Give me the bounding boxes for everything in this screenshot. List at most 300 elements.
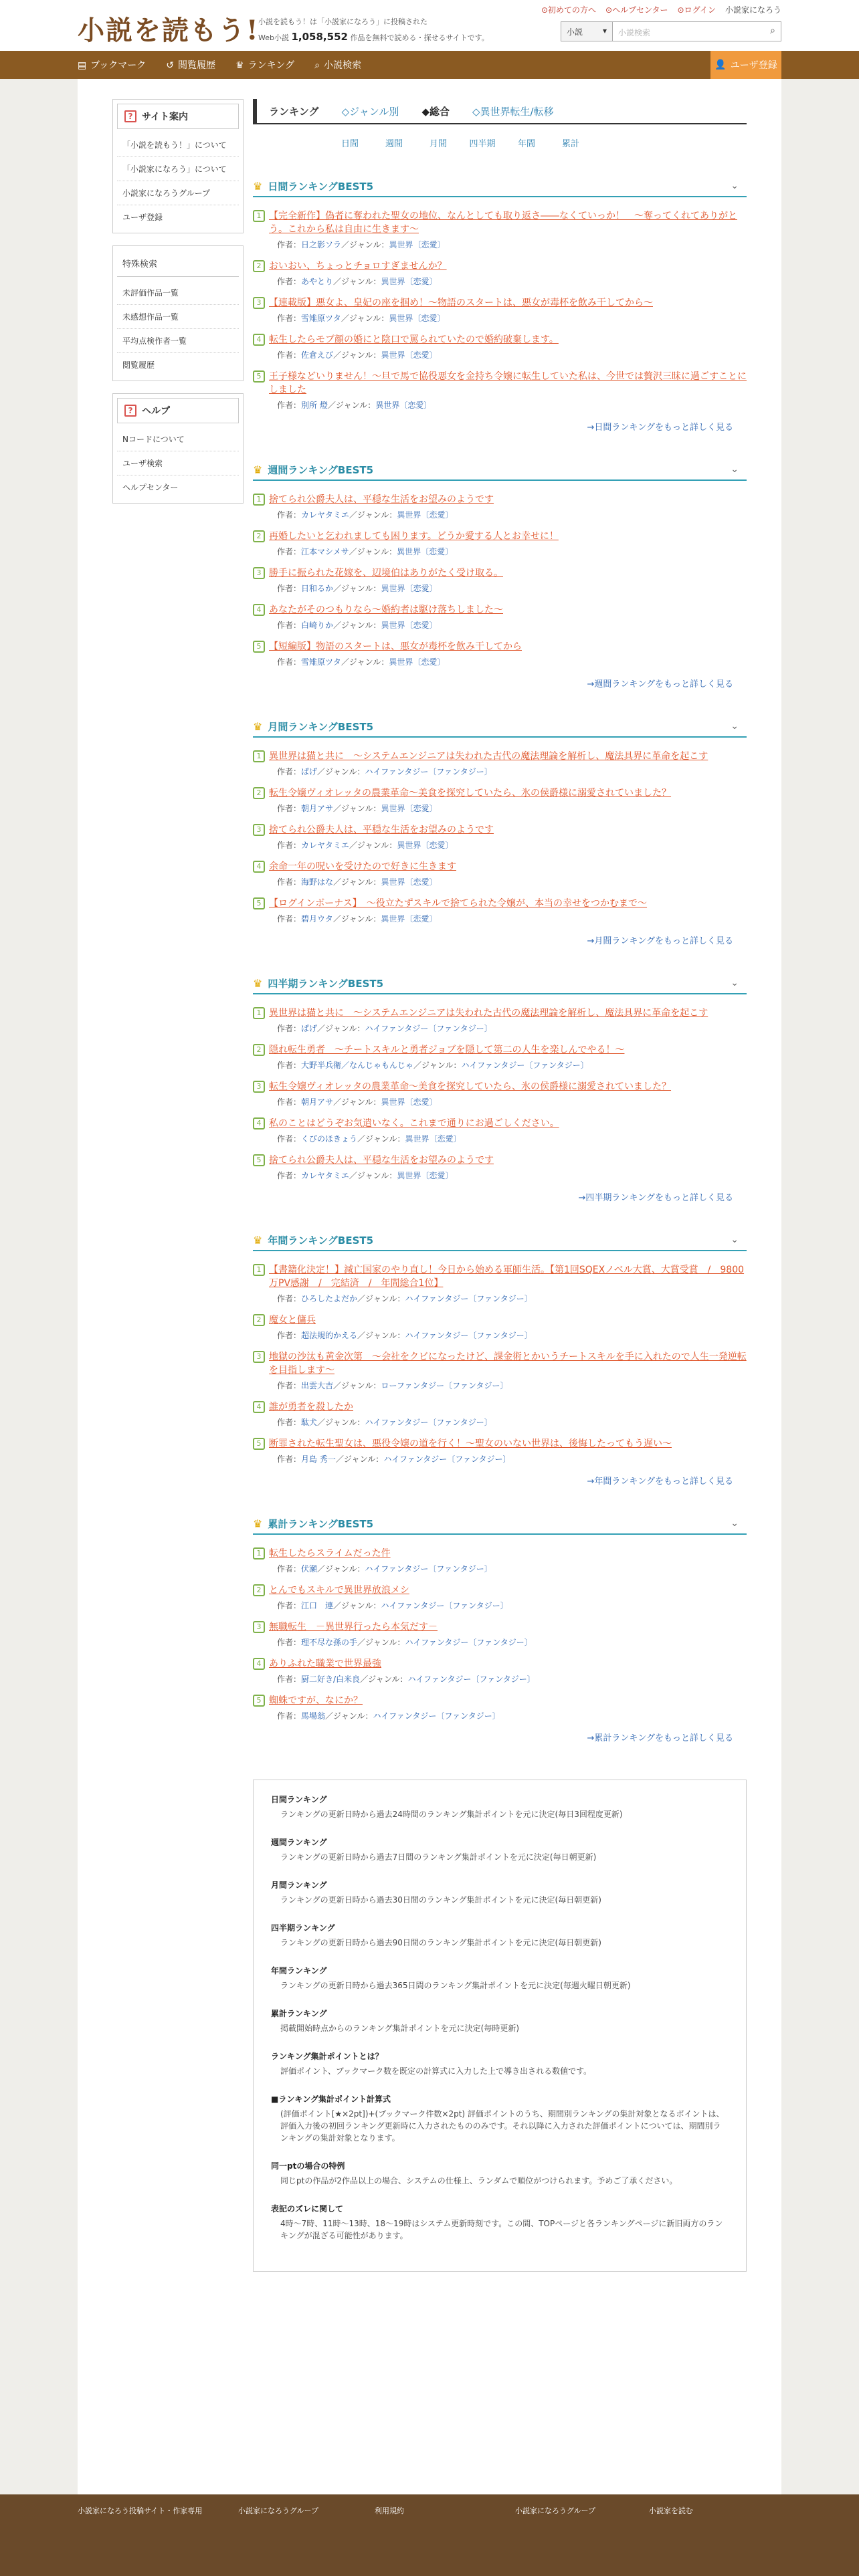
ranking-item: [253, 259, 747, 287]
genre-link[interactable]: ハイファンタジー〔ファンタジー〕: [405, 1294, 533, 1303]
author-link[interactable]: カレヤタミエ: [301, 1171, 349, 1180]
rank-badge: 3: [253, 1081, 265, 1093]
footer-link[interactable]: 小説家になろうグループ: [515, 2506, 596, 2515]
work-meta: [253, 1710, 747, 1721]
search-input[interactable]: 小説検索 ⌕: [613, 21, 781, 41]
genre-link[interactable]: ハイファンタジー〔ファンタジー〕: [383, 1455, 511, 1464]
author-link[interactable]: 理不尽な孫の手: [301, 1638, 358, 1647]
work-title-link[interactable]: 5 王子様などいりません！～旦で馬で協役悪女を金持ち令嬢に転生していた私は、今世では贅沢三昧に過ごすことにしました: [253, 370, 747, 397]
work-title-link[interactable]: 2 とんでもスキルで異世界放浪メシ: [253, 1584, 747, 1597]
tab-quarterly[interactable]: 四半期: [469, 139, 496, 149]
work-title-link[interactable]: 1 異世界は猫と共に ～システムエンジニアは失われた古代の魔法理論を解析し、魔法具界に革命を起こす: [253, 1006, 747, 1020]
genre-link[interactable]: 異世界〔恋愛〕: [405, 1134, 462, 1144]
author-link[interactable]: 雪雉原ツタ: [301, 657, 341, 667]
work-meta: [253, 619, 747, 631]
more-link[interactable]: →日間ランキングをもっと詳しく見る: [587, 423, 733, 433]
author-link[interactable]: 江口 連: [301, 1601, 334, 1610]
rank-badge: 5: [253, 1438, 265, 1450]
ranking-tabs: [253, 99, 747, 124]
author-label: 作者：: [277, 1675, 302, 1684]
rank-badge: 4: [253, 1117, 265, 1130]
author-link[interactable]: 雪雉原ツタ: [301, 314, 341, 323]
rank-badge: 2: [253, 1044, 265, 1056]
work-meta: [253, 349, 747, 360]
work-title-link[interactable]: 3 捨てられ公爵夫人は、平穏な生活をお望みのようです: [253, 823, 747, 837]
genre-link[interactable]: 異世界〔恋愛〕: [381, 804, 438, 813]
chevron-down-icon: ▾: [602, 26, 607, 35]
author-link[interactable]: 伏瀬: [301, 1564, 318, 1574]
author-label: 作者：: [277, 240, 302, 249]
genre-link[interactable]: ハイファンタジー〔ファンタジー〕: [381, 1601, 508, 1610]
chevron-down-icon[interactable]: ⌄: [731, 721, 739, 732]
rank-badge: 1: [253, 1007, 265, 1019]
work-title-link[interactable]: 2 魔女と傭兵: [253, 1313, 747, 1327]
author-label: 作者：: [277, 350, 302, 360]
chevron-down-icon[interactable]: ⌄: [731, 181, 739, 191]
work-title-link[interactable]: 2 転生令嬢ヴィオレッタの農業革命～美食を探究していたら、氷の侯爵様に溺愛されていました？: [253, 786, 747, 800]
work-count: 1,058,552: [291, 31, 348, 43]
genre-link[interactable]: 異世界〔恋愛〕: [389, 314, 446, 323]
info-block: [271, 2050, 729, 2077]
genre-link[interactable]: 異世界〔恋愛〕: [375, 401, 432, 410]
rank-badge: 1: [253, 750, 265, 762]
author-link[interactable]: 馬場翁: [301, 1711, 326, 1721]
crown-icon: ♛: [253, 720, 263, 733]
work-title-link[interactable]: 5 断罪された転生聖女は、悪役令嬢の道を行く！～聖女のいない世界は、後悔したってもう遅い～: [253, 1437, 747, 1451]
nav-history[interactable]: ↺ 閲覧履歴: [166, 60, 215, 71]
author-label: 作者：: [277, 1061, 302, 1070]
genre-link[interactable]: 異世界〔恋愛〕: [381, 277, 438, 286]
genre-link[interactable]: 異世界〔恋愛〕: [381, 584, 438, 593]
section-title: 年間ランキングBEST5: [268, 1234, 374, 1247]
crown-icon: ♛: [253, 976, 263, 990]
work-meta: [253, 1059, 747, 1071]
rank-badge: 4: [253, 1401, 265, 1413]
author-label: 作者：: [277, 1171, 302, 1180]
info-heading: 年間ランキング: [271, 1966, 327, 1975]
work-title-link[interactable]: 5 【ログインボーナス】 ～役立たずスキルで捨てられた令嬢が、本当の幸せをつかむまで～: [253, 897, 747, 910]
work-title-link[interactable]: 2 隠れ転生勇者 ～チートスキルと勇者ジョブを隠して第二の人生を楽しんでやる！～: [253, 1043, 747, 1057]
section-title: 週間ランキングBEST5: [268, 463, 374, 476]
genre-link[interactable]: 異世界〔恋愛〕: [381, 1097, 438, 1107]
question-icon: ?: [124, 110, 136, 122]
sidebar-item[interactable]: 平均点検作者一覧: [117, 329, 239, 353]
ranking-item: [253, 860, 747, 887]
rank-badge: 5: [253, 370, 265, 383]
author-label: 作者：: [277, 877, 302, 887]
ranking-section: [253, 176, 747, 433]
info-text: 評価ポイント、ブックマーク数を既定の計算式に入力した上で導き出される数値です。: [280, 2066, 592, 2076]
ranking-section-header[interactable]: [253, 716, 747, 738]
ranking-item: [253, 1263, 747, 1304]
author-link[interactable]: 江本マシメサ: [301, 547, 349, 556]
ranking-section: [253, 1230, 747, 1487]
info-heading: 月間ランキング: [271, 1881, 327, 1890]
site-header: [0, 0, 859, 51]
info-heading: 日間ランキング: [271, 1795, 327, 1804]
author-label: 作者：: [277, 547, 302, 556]
footer-link[interactable]: 利用規約: [375, 2506, 404, 2515]
genre-link[interactable]: 異世界〔恋愛〕: [389, 240, 446, 249]
work-title-link[interactable]: 4 転生したらモブ顔の婚にと陰口で罵られていたので婚約破棄します。: [253, 333, 747, 346]
ranking-item: [253, 823, 747, 851]
genre-label: ／ジャンル：: [317, 767, 365, 776]
ranking-item: [253, 1080, 747, 1107]
author-label: 作者：: [277, 767, 302, 776]
rank-badge: 2: [253, 530, 265, 542]
ranking-item: [253, 493, 747, 520]
rank-badge: 1: [253, 494, 265, 506]
info-text: 同じptの作品が2作品以上の場合、システムの仕様上、ランダムで順位がつけられます。予めご了承ください。: [280, 2176, 678, 2185]
ranking-item: [253, 1117, 747, 1144]
genre-link[interactable]: ハイファンタジー〔ファンタジー〕: [373, 1711, 500, 1721]
info-block: [271, 2203, 729, 2242]
genre-link[interactable]: 異世界〔恋愛〕: [381, 621, 438, 630]
rank-badge: 5: [253, 1154, 265, 1166]
tab-monthly[interactable]: 月間: [429, 139, 447, 149]
genre-link[interactable]: ハイファンタジー〔ファンタジー〕: [405, 1638, 533, 1647]
info-block: [271, 1922, 729, 1949]
ranking-item: [253, 1584, 747, 1611]
site-logo[interactable]: 小説を読もう!: [78, 15, 260, 46]
ranking-section-header[interactable]: [253, 459, 747, 481]
section-title: 月間ランキングBEST5: [268, 720, 374, 733]
genre-link[interactable]: 異世界〔恋愛〕: [381, 350, 438, 360]
genre-label: ／ジャンル：: [332, 914, 381, 924]
footer-link[interactable]: 小説家になろう投稿サイト・作家専用: [78, 2506, 203, 2515]
tab-weekly[interactable]: 週間: [385, 139, 403, 149]
ranking-item: [253, 370, 747, 411]
info-heading: 週間ランキング: [271, 1838, 327, 1847]
author-label: 作者：: [277, 621, 302, 630]
author-link[interactable]: 朝月アサ: [301, 1097, 334, 1107]
nav-ranking[interactable]: ♛ ランキング: [235, 60, 295, 71]
genre-label: ／ジャンル：: [357, 1134, 405, 1144]
chevron-down-icon[interactable]: ⌄: [731, 1518, 739, 1529]
work-meta: [253, 1170, 747, 1181]
sidebar-item[interactable]: 「小説を読もう！」について: [117, 133, 239, 157]
content-container: [78, 79, 781, 2494]
chevron-down-icon[interactable]: ⌄: [731, 1235, 739, 1245]
bookmark-icon: ▤: [78, 60, 87, 71]
genre-link[interactable]: 異世界〔恋愛〕: [389, 657, 446, 667]
author-label: 作者：: [277, 1564, 302, 1574]
author-label: 作者：: [277, 1134, 302, 1144]
nav-bookmark[interactable]: ▤ ブックマーク: [78, 60, 147, 71]
author-label: 作者：: [277, 1455, 302, 1464]
author-link[interactable]: カレヤタミエ: [301, 841, 349, 850]
work-title-link[interactable]: 2 再婚したいと乞われましても困ります。どうか愛する人とお幸せに！: [253, 530, 747, 543]
footer-link[interactable]: 小説家になろうグループ: [238, 2506, 319, 2515]
genre-link[interactable]: ハイファンタジー〔ファンタジー〕: [365, 1024, 492, 1033]
work-title-link[interactable]: 4 あなたがそのつもりなら～婚約者は駆け落ちしました～: [253, 603, 747, 617]
ranking-section: [253, 459, 747, 689]
sidebar-title: ヘルプ: [142, 406, 170, 417]
author-label: 作者：: [277, 1711, 302, 1721]
work-meta: [253, 1023, 747, 1034]
ranking-item: [253, 1006, 747, 1034]
genre-link[interactable]: ハイファンタジー〔ファンタジー〕: [365, 1564, 492, 1574]
author-label: 作者：: [277, 584, 302, 593]
rank-badge: 5: [253, 1695, 265, 1707]
author-label: 作者：: [277, 401, 302, 410]
work-title-link[interactable]: 3 【連載版】悪女よ、皇妃の座を掴め！～物語のスタートは、悪女が毒杯を飲み干してから～: [253, 296, 747, 310]
work-title-link[interactable]: 3 無職転生 －異世界行ったら本気だす－: [253, 1620, 747, 1634]
ranking-item: [253, 640, 747, 667]
info-heading: 累計ランキング: [271, 2009, 327, 2018]
info-heading: ■ランキング集計ポイント計算式: [271, 2095, 391, 2104]
work-title-link[interactable]: 4 私のことはどうぞお気遣いなく。これまで通りにお過ごしください。: [253, 1117, 747, 1130]
rank-badge: 5: [253, 641, 265, 653]
crown-icon: ♛: [235, 60, 244, 71]
work-title-link[interactable]: 3 地獄の沙汰も黄金次第 ～会社をクビになったけど、課金術とかいうチートスキルを手に入れたので人生一発逆転を目指します～: [253, 1350, 747, 1377]
author-link[interactable]: 朝月アサ: [301, 804, 334, 813]
user-icon: 👤: [714, 60, 727, 70]
author-link[interactable]: 日和るか: [301, 584, 334, 593]
work-meta: [253, 1416, 747, 1428]
work-meta: [253, 766, 747, 777]
tab-overall[interactable]: ◆総合: [421, 105, 450, 118]
genre-label: ／ジャンル：: [357, 1294, 405, 1303]
genre-label: ／ジャンル：: [325, 1711, 373, 1721]
work-meta: [253, 582, 747, 594]
genre-link[interactable]: ハイファンタジー〔ファンタジー〕: [461, 1061, 589, 1070]
main-content: [253, 99, 747, 2272]
ranking-sections: [253, 176, 747, 1743]
tab-daily[interactable]: 日間: [341, 139, 359, 149]
author-link[interactable]: 別所 燈: [301, 401, 328, 410]
work-title-link[interactable]: 5 蜘蛛ですが、なにか？: [253, 1694, 747, 1707]
ranking-item: [253, 333, 747, 360]
sidebar-item[interactable]: ヘルプセンター: [122, 483, 179, 492]
author-link[interactable]: ぱげ: [301, 767, 318, 776]
info-heading: ランキング集計ポイントとは？: [271, 2052, 383, 2061]
more-link[interactable]: →年間ランキングをもっと詳しく見る: [587, 1477, 733, 1487]
more-link[interactable]: →月間ランキングをもっと詳しく見る: [587, 936, 733, 946]
rank-badge: 2: [253, 787, 265, 799]
rank-badge: 5: [253, 897, 265, 909]
search-type-select[interactable]: 小説 ▾: [561, 21, 613, 41]
work-title-link[interactable]: 1 捨てられ公爵夫人は、平穏な生活をお望みのようです: [253, 493, 747, 506]
sidebar-item[interactable]: Nコードについて: [117, 427, 239, 451]
info-text: ランキングの更新日時から過去365日間のランキング集計ポイントを元に決定(毎週火曜日朝更新): [280, 1981, 631, 1990]
user-register-button[interactable]: 👤 ユーザ登録: [710, 51, 781, 79]
info-text: ランキングの更新日時から過去7日間のランキング集計ポイントを元に決定(毎日朝更新): [280, 1852, 597, 1862]
ranking-item: [253, 566, 747, 594]
author-label: 作者：: [277, 314, 302, 323]
genre-label: ／ジャンル：: [327, 401, 376, 410]
ranking-section: [253, 973, 747, 1203]
genre-label: ／ジャンル：: [349, 510, 397, 520]
genre-link[interactable]: 異世界〔恋愛〕: [397, 841, 454, 850]
tab-yearly[interactable]: 年間: [517, 139, 535, 149]
genre-link[interactable]: 異世界〔恋愛〕: [397, 1171, 454, 1180]
sidebar-special-search: [112, 245, 244, 381]
work-title-link[interactable]: 1 【完全新作】偽者に奪われた聖女の地位、なんとしても取り返さ――なくていっか！ ～奪ってくれてありがとう。これから私は自由に生きます～: [253, 209, 747, 236]
work-title-link[interactable]: 2 おいおい、ちょっとチョロすぎませんか？: [253, 259, 747, 273]
author-link[interactable]: 海野はな: [301, 877, 334, 887]
author-label: 作者：: [277, 914, 302, 924]
author-label: 作者：: [277, 804, 302, 813]
author-label: 作者：: [277, 1331, 302, 1340]
work-title-link[interactable]: 1 転生したらスライムだった件: [253, 1547, 747, 1560]
sidebar-item[interactable]: 閲覧履歴: [122, 360, 155, 370]
author-link[interactable]: カレヤタミエ: [301, 510, 349, 520]
genre-link[interactable]: ハイファンタジー〔ファンタジー〕: [365, 1418, 492, 1427]
tagline-prefix: Web小説: [258, 33, 289, 42]
author-label: 作者：: [277, 1418, 302, 1427]
chevron-down-icon[interactable]: ⌄: [731, 978, 739, 988]
search-icon: ⌕: [314, 60, 320, 71]
link-login[interactable]: ⊙ログイン: [677, 5, 716, 15]
info-block: [271, 1965, 729, 1992]
more-link[interactable]: →週間ランキングをもっと詳しく見る: [587, 679, 733, 689]
work-meta: [253, 1329, 747, 1341]
author-link[interactable]: 佐倉えび: [301, 350, 334, 360]
work-meta: [253, 839, 747, 851]
question-icon: ?: [124, 405, 136, 417]
ranking-section-header[interactable]: [253, 176, 747, 197]
sidebar-item[interactable]: ユーザ検索: [117, 451, 239, 475]
footer-link[interactable]: 小説家を読む: [649, 2506, 693, 2515]
work-meta: [253, 399, 747, 411]
sidebar-item[interactable]: 未感想作品一覧: [117, 305, 239, 329]
rank-badge: 4: [253, 334, 265, 346]
author-link[interactable]: くびのほきょう: [301, 1134, 358, 1144]
genre-label: ／ジャンル：: [357, 1331, 405, 1340]
info-block: [271, 1879, 729, 1906]
genre-link[interactable]: 異世界〔恋愛〕: [381, 914, 438, 924]
author-label: 作者：: [277, 1638, 302, 1647]
info-block: [271, 1836, 729, 1863]
link-first-time[interactable]: ⊙初めての方へ: [541, 5, 597, 15]
tab-isekai[interactable]: ◇異世界転生/転移: [472, 105, 554, 118]
author-link[interactable]: ぱげ: [301, 1024, 318, 1033]
link-help-center[interactable]: ⊙ヘルプセンター: [605, 5, 668, 15]
genre-link[interactable]: ハイファンタジー〔ファンタジー〕: [405, 1331, 533, 1340]
work-title-link[interactable]: 1 【書籍化決定！】減亡国家のやり直し！今日から始める軍師生活。【第1回SQEXノベル大賞、大賞受賞 / 9800万PV感謝 / 完結済 / 年間総合1位】: [253, 1263, 747, 1290]
author-label: 作者：: [277, 1097, 302, 1107]
genre-label: ／ジャンル：: [349, 841, 397, 850]
genre-label: ／ジャンル：: [333, 1097, 381, 1107]
ranking-item: [253, 897, 747, 924]
genre-link[interactable]: ハイファンタジー〔ファンタジー〕: [407, 1675, 535, 1684]
genre-link[interactable]: 異世界〔恋愛〕: [397, 510, 454, 520]
nav-search[interactable]: ⌕ 小説検索: [314, 60, 361, 71]
genre-label: ／ジャンル：: [333, 277, 381, 286]
genre-link[interactable]: ハイファンタジー〔ファンタジー〕: [365, 767, 492, 776]
genre-label: ／ジャンル：: [333, 1381, 381, 1390]
work-title-link[interactable]: 3 転生令嬢ヴィオレッタの農業革命～美食を探究していたら、氷の侯爵様に溺愛されていました？: [253, 1080, 747, 1093]
work-meta: [253, 546, 747, 557]
ranking-section-header[interactable]: [253, 1230, 747, 1251]
site-tagline: [258, 15, 489, 45]
author-label: 作者：: [277, 1381, 302, 1390]
tagline-line-2: [258, 29, 489, 45]
rank-badge: 1: [253, 1264, 265, 1276]
rank-badge: 2: [253, 260, 265, 272]
ranking-section-header[interactable]: [253, 1513, 747, 1535]
ranking-info-box: [253, 1780, 747, 2272]
ranking-item: [253, 1313, 747, 1341]
rank-badge: 3: [253, 824, 265, 836]
crown-icon: ♛: [253, 1517, 263, 1530]
work-meta: [253, 312, 747, 324]
ranking-item: [253, 1400, 747, 1428]
info-text: 4時〜7時、11時〜13時、18〜19時はシステム更新時刻です。この間、TOPページと各ランキングページに新旧両方のランキングが混ざる可能性があります。: [280, 2219, 723, 2240]
work-title-link[interactable]: 5 捨てられ公爵夫人は、平穏な生活をお望みのようです: [253, 1154, 747, 1167]
rank-badge: 4: [253, 1658, 265, 1670]
genre-link[interactable]: 異世界〔恋愛〕: [381, 877, 438, 887]
chevron-down-icon[interactable]: ⌄: [731, 464, 739, 475]
genre-label: ／ジャンル：: [333, 1601, 381, 1610]
author-link[interactable]: 大野半兵衛／なんじゃもんじゃ: [301, 1061, 414, 1070]
work-title-link[interactable]: 3 勝手に振られた花嫁を、辺境伯はありがたく受け取る。: [253, 566, 747, 580]
work-title-link[interactable]: 4 余命一年の呪いを受けたので好きに生きます: [253, 860, 747, 873]
author-label: 作者：: [277, 277, 302, 286]
sidebar-item[interactable]: 「小説家になろう」について: [117, 157, 239, 181]
ranking-section-header[interactable]: [253, 973, 747, 994]
work-title-link[interactable]: 5 【短編版】物語のスタートは、悪女が毒杯を飲み干してから: [253, 640, 747, 653]
crown-icon: ♛: [253, 463, 263, 476]
work-meta: [253, 876, 747, 887]
author-link[interactable]: ひろしたよだか: [301, 1294, 358, 1303]
more-link[interactable]: →累計ランキングをもっと詳しく見る: [587, 1733, 733, 1743]
tab-genre[interactable]: ◇ジャンル別: [341, 105, 399, 118]
link-narou[interactable]: 小説家になろう: [725, 5, 781, 15]
info-heading: 同一ptの場合の特例: [271, 2161, 345, 2171]
sidebar-item[interactable]: 小説家になろうグループ: [117, 181, 239, 205]
author-link[interactable]: あやとり: [301, 277, 334, 286]
crown-icon: ♛: [253, 179, 263, 193]
work-meta: [253, 1563, 747, 1574]
work-title-link[interactable]: 4 ありふれた職業で世界最強: [253, 1657, 747, 1671]
sidebar-item[interactable]: ユーザ登録: [122, 213, 163, 222]
author-link[interactable]: 厨二好き/白米良: [301, 1675, 361, 1684]
work-title-link[interactable]: 4 誰が勇者を殺したか: [253, 1400, 747, 1414]
author-link[interactable]: 碧月ウタ: [301, 914, 333, 924]
genre-label: ／ジャンル：: [317, 1024, 365, 1033]
author-label: 作者：: [277, 510, 302, 520]
genre-link[interactable]: 異世界〔恋愛〕: [397, 547, 454, 556]
author-link[interactable]: 駄犬: [301, 1418, 318, 1427]
genre-link[interactable]: ローファンタジー〔ファンタジー〕: [381, 1381, 508, 1390]
work-title-link[interactable]: 1 異世界は猫と共に ～システムエンジニアは失われた古代の魔法理論を解析し、魔法具界に革命を起こす: [253, 750, 747, 763]
sidebar-title: 特殊検索: [117, 250, 239, 277]
author-link[interactable]: 月島 秀一: [301, 1455, 336, 1464]
author-link[interactable]: 日之影ソラ: [301, 240, 342, 249]
author-link[interactable]: 超法規的かえる: [301, 1331, 358, 1340]
search-icon[interactable]: ⌕: [770, 25, 775, 36]
ranking-item: [253, 530, 747, 557]
tab-total[interactable]: 累計: [561, 139, 579, 149]
author-label: 作者：: [277, 841, 302, 850]
author-link[interactable]: 白崎りか: [301, 621, 334, 630]
info-heading: 四半期ランキング: [271, 1923, 335, 1933]
work-meta: [253, 1673, 747, 1685]
info-text: ランキングの更新日時から過去30日間のランキング集計ポイントを元に決定(毎日朝更新): [280, 1895, 601, 1905]
author-label: 作者：: [277, 1294, 302, 1303]
ranking-item: [253, 1350, 747, 1391]
ranking-item: [253, 1043, 747, 1071]
header-links: [541, 4, 781, 15]
ranking-item: [253, 1620, 747, 1648]
author-link[interactable]: 出雲大吉: [301, 1381, 334, 1390]
sidebar-item[interactable]: 未評価作品一覧: [117, 281, 239, 305]
ranking-item: [253, 603, 747, 631]
sidebar: [112, 99, 244, 516]
more-link[interactable]: →四半期ランキングをもっと詳しく見る: [578, 1193, 733, 1203]
